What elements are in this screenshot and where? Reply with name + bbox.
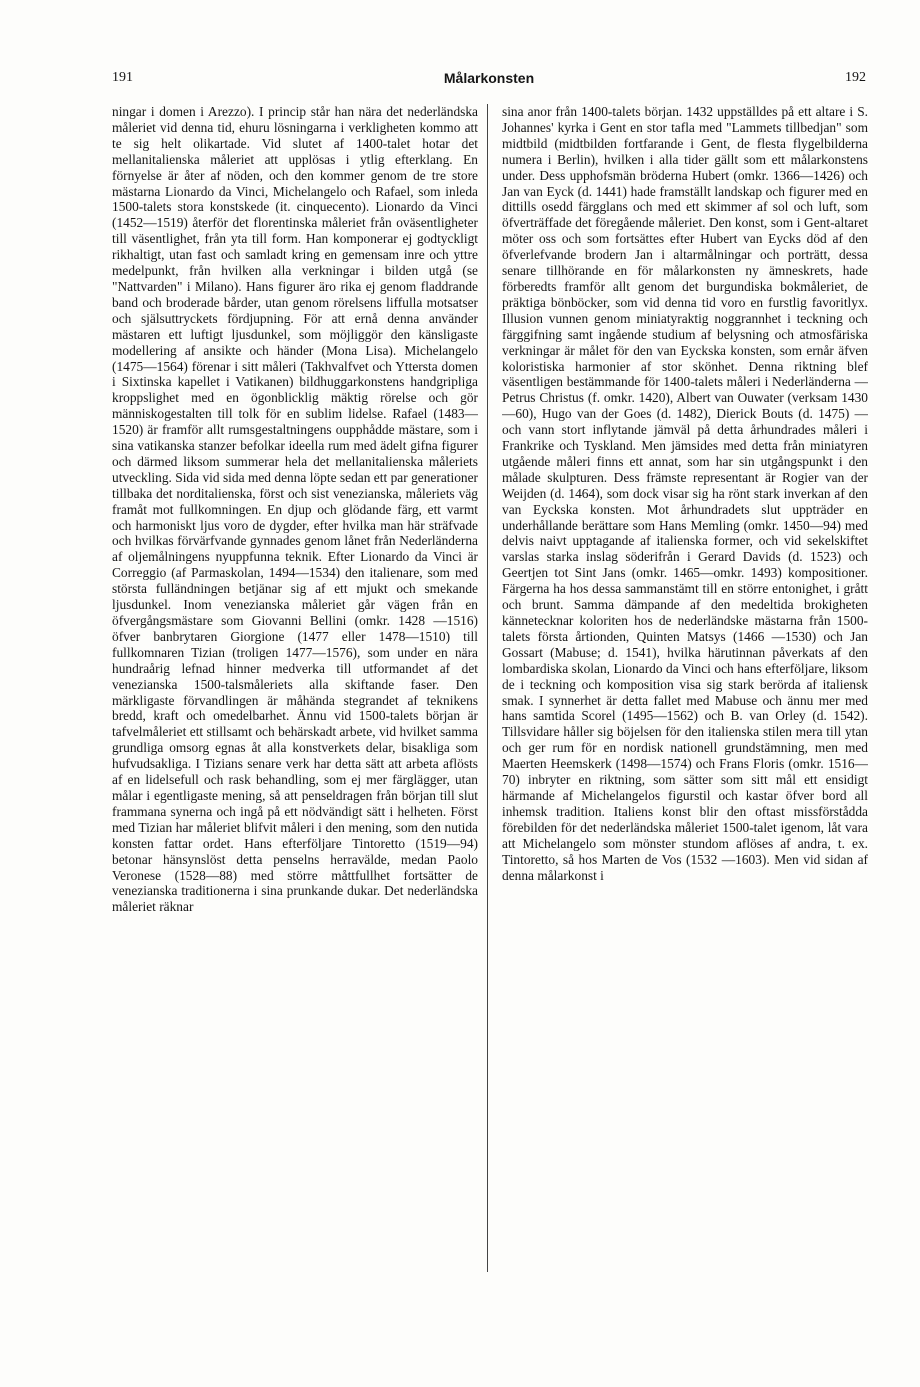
column-divider bbox=[487, 104, 488, 1272]
text-column-left bbox=[112, 104, 478, 1274]
page-number-right: 192 bbox=[845, 70, 866, 85]
right-column-text: sina anor från 1400-talets början. 1432 uppställdes på ett altare i S. Johannes' kyrka i Gent en stor tafla med "Lammets tillbedjan" som midtbild (midtbilden fortfarande i Gent, de flesta flygelbilderna numera i Berlin), hvilken i alla tider gällt som ett målarkonstens under. Dess upphofsmän bröderna Hubert (omkr. 1366—1426) och Jan van Eyck (d. 1441) hade framställt landskap och figurer med en dittills osedd färgglans och med ett skimmer af sol och luft, som öfverträffade det föregående måleriet. Den konst, som i Gent-altaret möter oss och som fortsättes efter Hubert van Eycks död af den öfverlefvande brodern Jan i altarmålningar och porträtt, dessa senare tillhörande en för målarkonsten ny ämneskrets, hade förberedts framför allt genom det burgundiska bokmåleriet, de präktiga bönböcker, som vid denna tid voro en furstlig favoritlyx. Illusion vunnen genom miniatyraktig noggrannhet i teckning och färggifning samt ingående studium af belysning och atmosfäriska verkningar är målet för den van Eyckska konsten, som ernår äfven koloristiska harmonier af stor skönhet. Denna riktning blef väsentligen bestämmande för 1400-talets måleri i Nederländerna — Petrus Christus (f. omkr. 1420), Albert van Ouwater (verksam 1430—60), Hugo van der Goes (d. 1482), Dierick Bouts (d. 1475) — och vann stort inflytande jämväl på detta århundrades måleri i Frankrike och Tyskland. Men jämsides med detta från miniatyren utgående måleri finns ett annat, som har sin utgångspunkt i den målade skulpturen. Dess främste representant är Rogier van der Weijden (d. 1464), som dock visar sig ha rönt stark inverkan af den van Eyckska konsten. Mot århundradets slut uppträder en underhållande berättare som Hans Memling (omkr. 1450—94) med delvis naivt upptagande af italienska former, och vid sekelskiftet varslas starka inslag söderifrån i Gerard Davids (d. 1523) och Geertjen tot Sint Jans (omkr. 1465—omkr. 1493) kompositioner. Färgerna ha hos dessa sammanstämt till en större entonighet, i grått och brunt. Samma dämpande af den medeltida brokigheten kännetecknar koloriten hos de nederländske mästarna från 1500-talets första årtionden, Quinten Matsys (1466 —1530) och Jan Gossart (Mabuse; d. 1541), hvilka härutinnan påverkats af den lombardiska skolan, Lionardo da Vinci och hans efterföljare, liksom de i teckning och komposition visa sig stark berörda af italiensk smak. I synnerhet är detta fallet med Mabuse och ännu mer med hans samtida Scorel (1495—1562) och B. van Orley (d. 1542). Tillsvidare håller sig böjelsen för den italienska stilen mera till ytan och ger rum för en nordisk nationell grundstämning, men med Maerten Heemskerk (1498—1574) och Frans Floris (omkr. 1516—70) inbryter en riktning, som sätter som sitt mål ett ensidigt härmande af Michelangelos figurstil och kastar öfver bord all inhemsk tradition. Italiens konst blir den oftast missförstådda förebilden för det nederländska måleriet 1500-talet igenom, låt vara att Michelangelo som mönster stundom aflöses af andra, t. ex. Tintoretto, så hos Marten de Vos (1532 —1603). Men vid sidan af denna målarkonst i bbox=[502, 104, 868, 883]
left-column-text: ningar i domen i Arezzo). I princip står han nära det nederländska måleriet vid denna tid, ehuru lösningarna i verkligheten kommo att te sig helt olikartade. Vid slutet af 1400-talet hotar det mellanitalienska måleriet att upplösas i ytlig efterklang. En förnyelse är åter af nöden, och den kommer genom de tre store mästarna Lionardo da Vinci, Michelangelo och Rafael, som inleda 1500-talets stora konstskede (it. cinquecento). Lionardo da Vinci (1452—1519) återför det florentinska måleriet från oväsentligheter till väsentlighet, från yta till form. Han komponerar ej godtyckligt rikhaltigt, utan fast och samladt kring en gemensam inre och yttre medelpunkt, från hvilken alla verkningar i bilden utgå (se "Nattvarden" i Milano). Hans figurer äro rika ej genom fladdrande band och broderade bårder, utan genom rörelsens liffulla motsatser och själsuttryckets fördjupning. För att ernå denna använder mästaren ett luftigt ljusdunkel, som möjliggör den känsligaste modellering af ansikte och händer (Mona Lisa). Michelangelo (1475—1564) förenar i sitt måleri (Takhvalfvet och Yttersta domen i Sixtinska kapellet i Vatikanen) bildhuggarkonstens handgripliga kroppslighet med en ögonblicklig mäktig rörelse och gör människogestalten till tolk för en sublim lidelse. Rafael (1483—1520) är framför allt rumsgestaltningens oupphådde mästare, som i sina vatikanska stanzer befolkar ideella rum med ädelt gifna figurer och därmed liksom summerar hela det mellanitalienska måleriets utveckling. Sida vid sida med denna löpte sedan ett par generationer tillbaka det norditalienska, först och sist venezianska, måleriets väg framåt mot fullkomningen. En djup och glödande färg, ett varmt och harmoniskt ljus voro de dygder, efter hvilka man här sträfvade och hvilkas förvärfvande gynnades genom lånet från Nederländerna af oljemålningens nyuppfunna teknik. Efter Lionardo da Vinci är Correggio (af Parmaskolan, 1494—1534) den italienare, som med största fulländningen betjänar sig af ett mjukt och smekande ljusdunkel. Inom venezianska måleriet går vägen från en öfvergångsmästare som Giovanni Bellini (omkr. 1428 —1516) öfver banbrytaren Giorgione (1477 eller 1478—1510) till fullkomnaren Tizian (troligen 1477—1576), som under en nära hundraårig lefnad hinner medverka till utformandet af det venezianska 1500-talsmåleriets alla skiftande faser. Den märkligaste förvandlingen är måhända stegrandet af teknikens bredd, kraft och omedelbarhet. Ännu vid 1500-talets början är tafvelmåleriet ett stillsamt och behärskadt arbete, vid hvilket samma grundliga omsorg egnas åt alla konstverkets delar, bisakliga som hufvudsakliga. I Tizians senare verk har detta sätt att arbeta aflösts af en lidelsefull och rask behandling, som ej mer färglägger, utan målar i egentligaste mening, så att penseldragen från början till slut frammana synerna och ingå på ett nödvändigt sätt i helheten. Först med Tizian har måleriet blifvit måleri i den mening, som den nutida konsten fattar ordet. Hans efterföljare Tintoretto (1519—94) betonar hänsynslöst detta penselns herravälde, medan Paolo Veronese (1528—88) med större måttfullhet fortsätter de venezianska traditionerna i sina prunkande dukar. Det nederländska måleriet räknar bbox=[112, 104, 478, 915]
running-title: Målarkonsten bbox=[443, 70, 535, 86]
page-header bbox=[112, 70, 866, 94]
page-number-left: 191 bbox=[112, 70, 133, 85]
text-column-right bbox=[502, 104, 868, 1274]
